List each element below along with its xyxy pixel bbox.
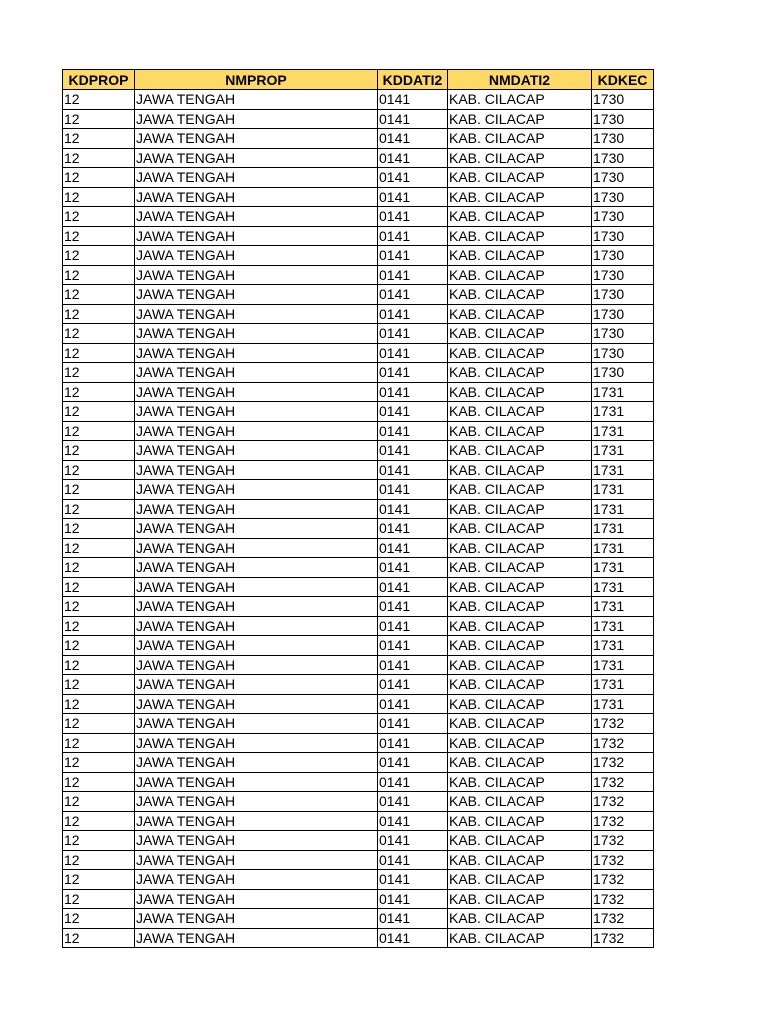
table-row [63, 460, 654, 480]
cell-nmdati2: KAB. CILACAP [448, 636, 592, 656]
cell-kdprop: 12 [63, 226, 135, 246]
cell-nmdati2: KAB. CILACAP [448, 928, 592, 948]
cell-kddati2: 0141 [378, 538, 448, 558]
cell-kdkec: 1732 [592, 870, 654, 890]
cell-kdkec: 1730 [592, 363, 654, 383]
cell-nmdati2: KAB. CILACAP [448, 441, 592, 461]
cell-kdprop: 12 [63, 480, 135, 500]
cell-nmdati2: KAB. CILACAP [448, 343, 592, 363]
table-row [63, 148, 654, 168]
cell-nmdati2: KAB. CILACAP [448, 480, 592, 500]
cell-nmprop: JAWA TENGAH [135, 909, 378, 929]
cell-kdprop: 12 [63, 636, 135, 656]
cell-nmdati2: KAB. CILACAP [448, 207, 592, 227]
cell-nmprop: JAWA TENGAH [135, 324, 378, 344]
cell-kdprop: 12 [63, 246, 135, 266]
table-row [63, 246, 654, 266]
column-header-nmdati2: NMDATI2 [448, 70, 592, 90]
cell-kdprop: 12 [63, 168, 135, 188]
cell-nmprop: JAWA TENGAH [135, 870, 378, 890]
cell-kdkec: 1731 [592, 460, 654, 480]
cell-nmdati2: KAB. CILACAP [448, 909, 592, 929]
cell-nmprop: JAWA TENGAH [135, 480, 378, 500]
cell-kdprop: 12 [63, 148, 135, 168]
table-row [63, 324, 654, 344]
cell-nmprop: JAWA TENGAH [135, 558, 378, 578]
table-row [63, 811, 654, 831]
cell-kddati2: 0141 [378, 616, 448, 636]
table-row [63, 480, 654, 500]
cell-kdkec: 1732 [592, 714, 654, 734]
table-row [63, 577, 654, 597]
cell-kdkec: 1731 [592, 577, 654, 597]
cell-kdkec: 1732 [592, 928, 654, 948]
table-row [63, 558, 654, 578]
cell-nmdati2: KAB. CILACAP [448, 460, 592, 480]
cell-nmprop: JAWA TENGAH [135, 129, 378, 149]
cell-kdkec: 1732 [592, 850, 654, 870]
cell-nmdati2: KAB. CILACAP [448, 655, 592, 675]
column-header-kdkec: KDKEC [592, 70, 654, 90]
cell-kdkec: 1731 [592, 538, 654, 558]
cell-kdprop: 12 [63, 265, 135, 285]
cell-kdkec: 1731 [592, 694, 654, 714]
cell-kdprop: 12 [63, 577, 135, 597]
cell-nmprop: JAWA TENGAH [135, 168, 378, 188]
cell-kddati2: 0141 [378, 636, 448, 656]
cell-kdkec: 1730 [592, 129, 654, 149]
cell-kddati2: 0141 [378, 363, 448, 383]
cell-nmprop: JAWA TENGAH [135, 811, 378, 831]
cell-kdkec: 1732 [592, 772, 654, 792]
cell-kdkec: 1732 [592, 753, 654, 773]
cell-nmdati2: KAB. CILACAP [448, 733, 592, 753]
cell-nmdati2: KAB. CILACAP [448, 538, 592, 558]
cell-kdkec: 1731 [592, 597, 654, 617]
cell-kdprop: 12 [63, 655, 135, 675]
table-row [63, 421, 654, 441]
cell-nmdati2: KAB. CILACAP [448, 90, 592, 110]
cell-kdprop: 12 [63, 909, 135, 929]
cell-nmprop: JAWA TENGAH [135, 928, 378, 948]
cell-kddati2: 0141 [378, 753, 448, 773]
cell-kddati2: 0141 [378, 831, 448, 851]
cell-nmprop: JAWA TENGAH [135, 694, 378, 714]
table-row [63, 636, 654, 656]
cell-nmdati2: KAB. CILACAP [448, 850, 592, 870]
cell-nmprop: JAWA TENGAH [135, 889, 378, 909]
cell-kddati2: 0141 [378, 499, 448, 519]
cell-kddati2: 0141 [378, 187, 448, 207]
cell-kdkec: 1732 [592, 792, 654, 812]
table-row [63, 538, 654, 558]
cell-nmprop: JAWA TENGAH [135, 850, 378, 870]
cell-nmdati2: KAB. CILACAP [448, 285, 592, 305]
cell-kdkec: 1731 [592, 441, 654, 461]
cell-kdprop: 12 [63, 129, 135, 149]
cell-kdkec: 1731 [592, 382, 654, 402]
cell-nmdati2: KAB. CILACAP [448, 187, 592, 207]
cell-kdkec: 1730 [592, 187, 654, 207]
cell-kddati2: 0141 [378, 343, 448, 363]
cell-kddati2: 0141 [378, 597, 448, 617]
cell-kdprop: 12 [63, 772, 135, 792]
cell-nmprop: JAWA TENGAH [135, 109, 378, 129]
cell-kddati2: 0141 [378, 811, 448, 831]
table-row [63, 909, 654, 929]
cell-kdkec: 1731 [592, 675, 654, 695]
table-row [63, 129, 654, 149]
cell-nmdati2: KAB. CILACAP [448, 109, 592, 129]
cell-nmprop: JAWA TENGAH [135, 577, 378, 597]
cell-nmdati2: KAB. CILACAP [448, 870, 592, 890]
cell-nmprop: JAWA TENGAH [135, 226, 378, 246]
cell-kddati2: 0141 [378, 675, 448, 695]
cell-kddati2: 0141 [378, 265, 448, 285]
cell-nmprop: JAWA TENGAH [135, 187, 378, 207]
table-row [63, 714, 654, 734]
cell-kddati2: 0141 [378, 694, 448, 714]
cell-nmdati2: KAB. CILACAP [448, 363, 592, 383]
cell-kdprop: 12 [63, 675, 135, 695]
cell-kdkec: 1731 [592, 616, 654, 636]
cell-kdkec: 1731 [592, 480, 654, 500]
cell-kddati2: 0141 [378, 129, 448, 149]
cell-kdprop: 12 [63, 558, 135, 578]
cell-kdprop: 12 [63, 850, 135, 870]
cell-kdkec: 1732 [592, 733, 654, 753]
table-row [63, 850, 654, 870]
cell-kdprop: 12 [63, 324, 135, 344]
cell-nmdati2: KAB. CILACAP [448, 811, 592, 831]
cell-kddati2: 0141 [378, 792, 448, 812]
table-row [63, 499, 654, 519]
cell-nmprop: JAWA TENGAH [135, 538, 378, 558]
table-row [63, 226, 654, 246]
cell-kddati2: 0141 [378, 90, 448, 110]
table-row [63, 90, 654, 110]
cell-nmdati2: KAB. CILACAP [448, 382, 592, 402]
cell-nmprop: JAWA TENGAH [135, 285, 378, 305]
cell-kdprop: 12 [63, 109, 135, 129]
table-row [63, 928, 654, 948]
cell-nmprop: JAWA TENGAH [135, 597, 378, 617]
cell-nmprop: JAWA TENGAH [135, 831, 378, 851]
cell-kddati2: 0141 [378, 168, 448, 188]
cell-kddati2: 0141 [378, 109, 448, 129]
cell-kddati2: 0141 [378, 850, 448, 870]
cell-kdprop: 12 [63, 538, 135, 558]
cell-kdprop: 12 [63, 363, 135, 383]
cell-nmdati2: KAB. CILACAP [448, 694, 592, 714]
table-row [63, 402, 654, 422]
cell-kdprop: 12 [63, 870, 135, 890]
cell-nmdati2: KAB. CILACAP [448, 772, 592, 792]
cell-kdprop: 12 [63, 304, 135, 324]
cell-kddati2: 0141 [378, 285, 448, 305]
cell-nmdati2: KAB. CILACAP [448, 168, 592, 188]
cell-kdkec: 1730 [592, 207, 654, 227]
cell-kddati2: 0141 [378, 324, 448, 344]
cell-nmprop: JAWA TENGAH [135, 655, 378, 675]
cell-nmprop: JAWA TENGAH [135, 460, 378, 480]
cell-kdprop: 12 [63, 831, 135, 851]
cell-nmdati2: KAB. CILACAP [448, 831, 592, 851]
cell-nmdati2: KAB. CILACAP [448, 675, 592, 695]
table-row [63, 519, 654, 539]
cell-kdprop: 12 [63, 694, 135, 714]
cell-nmdati2: KAB. CILACAP [448, 265, 592, 285]
cell-nmprop: JAWA TENGAH [135, 265, 378, 285]
table-row [63, 265, 654, 285]
cell-nmdati2: KAB. CILACAP [448, 597, 592, 617]
table-row [63, 304, 654, 324]
cell-kddati2: 0141 [378, 402, 448, 422]
table-row [63, 694, 654, 714]
table-row [63, 733, 654, 753]
table-row [63, 792, 654, 812]
cell-kdprop: 12 [63, 402, 135, 422]
column-header-kddati2: KDDATI2 [378, 70, 448, 90]
cell-kddati2: 0141 [378, 909, 448, 929]
cell-nmprop: JAWA TENGAH [135, 519, 378, 539]
cell-kdprop: 12 [63, 811, 135, 831]
cell-kdkec: 1730 [592, 343, 654, 363]
cell-kdprop: 12 [63, 616, 135, 636]
cell-kdprop: 12 [63, 441, 135, 461]
cell-kdkec: 1730 [592, 285, 654, 305]
cell-nmprop: JAWA TENGAH [135, 382, 378, 402]
cell-kdprop: 12 [63, 928, 135, 948]
cell-kdkec: 1731 [592, 499, 654, 519]
cell-nmprop: JAWA TENGAH [135, 753, 378, 773]
cell-kdprop: 12 [63, 597, 135, 617]
table-row [63, 363, 654, 383]
cell-nmprop: JAWA TENGAH [135, 207, 378, 227]
cell-nmprop: JAWA TENGAH [135, 343, 378, 363]
cell-nmprop: JAWA TENGAH [135, 246, 378, 266]
table-row [63, 382, 654, 402]
table-row [63, 597, 654, 617]
cell-nmprop: JAWA TENGAH [135, 714, 378, 734]
table-row [63, 343, 654, 363]
cell-kdprop: 12 [63, 792, 135, 812]
table-row [63, 753, 654, 773]
cell-kdkec: 1732 [592, 909, 654, 929]
header-row [63, 70, 654, 90]
cell-kdkec: 1730 [592, 246, 654, 266]
cell-kdprop: 12 [63, 90, 135, 110]
cell-nmprop: JAWA TENGAH [135, 636, 378, 656]
table-body [63, 90, 654, 948]
cell-kddati2: 0141 [378, 655, 448, 675]
table-row [63, 441, 654, 461]
cell-nmprop: JAWA TENGAH [135, 441, 378, 461]
cell-nmprop: JAWA TENGAH [135, 421, 378, 441]
cell-kdkec: 1730 [592, 324, 654, 344]
cell-kddati2: 0141 [378, 889, 448, 909]
cell-nmdati2: KAB. CILACAP [448, 148, 592, 168]
cell-nmprop: JAWA TENGAH [135, 402, 378, 422]
cell-kdprop: 12 [63, 343, 135, 363]
cell-nmdati2: KAB. CILACAP [448, 792, 592, 812]
table-row [63, 870, 654, 890]
cell-kddati2: 0141 [378, 441, 448, 461]
cell-kdkec: 1731 [592, 519, 654, 539]
cell-nmdati2: KAB. CILACAP [448, 519, 592, 539]
table-row [63, 772, 654, 792]
table-row [63, 187, 654, 207]
cell-kdprop: 12 [63, 519, 135, 539]
cell-nmprop: JAWA TENGAH [135, 675, 378, 695]
cell-kddati2: 0141 [378, 480, 448, 500]
table-row [63, 616, 654, 636]
cell-nmprop: JAWA TENGAH [135, 772, 378, 792]
cell-nmprop: JAWA TENGAH [135, 616, 378, 636]
cell-kdkec: 1731 [592, 636, 654, 656]
cell-kddati2: 0141 [378, 226, 448, 246]
cell-kddati2: 0141 [378, 304, 448, 324]
cell-kddati2: 0141 [378, 870, 448, 890]
table-row [63, 889, 654, 909]
cell-kddati2: 0141 [378, 558, 448, 578]
cell-nmdati2: KAB. CILACAP [448, 577, 592, 597]
cell-kdkec: 1732 [592, 831, 654, 851]
cell-nmprop: JAWA TENGAH [135, 304, 378, 324]
cell-kdprop: 12 [63, 733, 135, 753]
cell-kdkec: 1731 [592, 402, 654, 422]
cell-nmdati2: KAB. CILACAP [448, 304, 592, 324]
cell-kddati2: 0141 [378, 733, 448, 753]
cell-kdkec: 1732 [592, 889, 654, 909]
cell-kddati2: 0141 [378, 519, 448, 539]
cell-nmdati2: KAB. CILACAP [448, 402, 592, 422]
column-header-nmprop: NMPROP [135, 70, 378, 90]
cell-kddati2: 0141 [378, 577, 448, 597]
cell-kdprop: 12 [63, 499, 135, 519]
table-row [63, 168, 654, 188]
data-table [62, 69, 654, 948]
cell-kdkec: 1731 [592, 421, 654, 441]
cell-nmdati2: KAB. CILACAP [448, 421, 592, 441]
table-row [63, 655, 654, 675]
cell-kddati2: 0141 [378, 207, 448, 227]
cell-kdprop: 12 [63, 285, 135, 305]
cell-nmprop: JAWA TENGAH [135, 733, 378, 753]
cell-nmdati2: KAB. CILACAP [448, 558, 592, 578]
cell-nmdati2: KAB. CILACAP [448, 246, 592, 266]
cell-kddati2: 0141 [378, 714, 448, 734]
cell-kdkec: 1731 [592, 558, 654, 578]
cell-kddati2: 0141 [378, 246, 448, 266]
cell-kdkec: 1730 [592, 109, 654, 129]
cell-kdkec: 1730 [592, 168, 654, 188]
cell-nmdati2: KAB. CILACAP [448, 753, 592, 773]
table-header [63, 70, 654, 90]
cell-nmprop: JAWA TENGAH [135, 792, 378, 812]
cell-kdkec: 1732 [592, 811, 654, 831]
cell-kdprop: 12 [63, 889, 135, 909]
cell-kddati2: 0141 [378, 382, 448, 402]
cell-kddati2: 0141 [378, 772, 448, 792]
cell-kdkec: 1730 [592, 90, 654, 110]
cell-kdkec: 1730 [592, 265, 654, 285]
cell-kdkec: 1731 [592, 655, 654, 675]
cell-nmdati2: KAB. CILACAP [448, 129, 592, 149]
cell-kdprop: 12 [63, 421, 135, 441]
cell-kdprop: 12 [63, 187, 135, 207]
cell-kdkec: 1730 [592, 148, 654, 168]
table-row [63, 675, 654, 695]
cell-kdprop: 12 [63, 714, 135, 734]
cell-kddati2: 0141 [378, 148, 448, 168]
cell-nmprop: JAWA TENGAH [135, 148, 378, 168]
cell-nmdati2: KAB. CILACAP [448, 226, 592, 246]
cell-nmprop: JAWA TENGAH [135, 363, 378, 383]
cell-kddati2: 0141 [378, 460, 448, 480]
cell-kdprop: 12 [63, 207, 135, 227]
cell-nmdati2: KAB. CILACAP [448, 499, 592, 519]
table-row [63, 285, 654, 305]
cell-kdkec: 1730 [592, 226, 654, 246]
column-header-kdprop: KDPROP [63, 70, 135, 90]
cell-nmdati2: KAB. CILACAP [448, 889, 592, 909]
cell-kdprop: 12 [63, 460, 135, 480]
cell-nmdati2: KAB. CILACAP [448, 714, 592, 734]
cell-kdprop: 12 [63, 382, 135, 402]
cell-nmdati2: KAB. CILACAP [448, 324, 592, 344]
cell-nmprop: JAWA TENGAH [135, 90, 378, 110]
cell-nmdati2: KAB. CILACAP [448, 616, 592, 636]
cell-kddati2: 0141 [378, 421, 448, 441]
cell-kdprop: 12 [63, 753, 135, 773]
cell-nmprop: JAWA TENGAH [135, 499, 378, 519]
table-row [63, 109, 654, 129]
cell-kddati2: 0141 [378, 928, 448, 948]
table-row [63, 831, 654, 851]
table-row [63, 207, 654, 227]
cell-kdkec: 1730 [592, 304, 654, 324]
